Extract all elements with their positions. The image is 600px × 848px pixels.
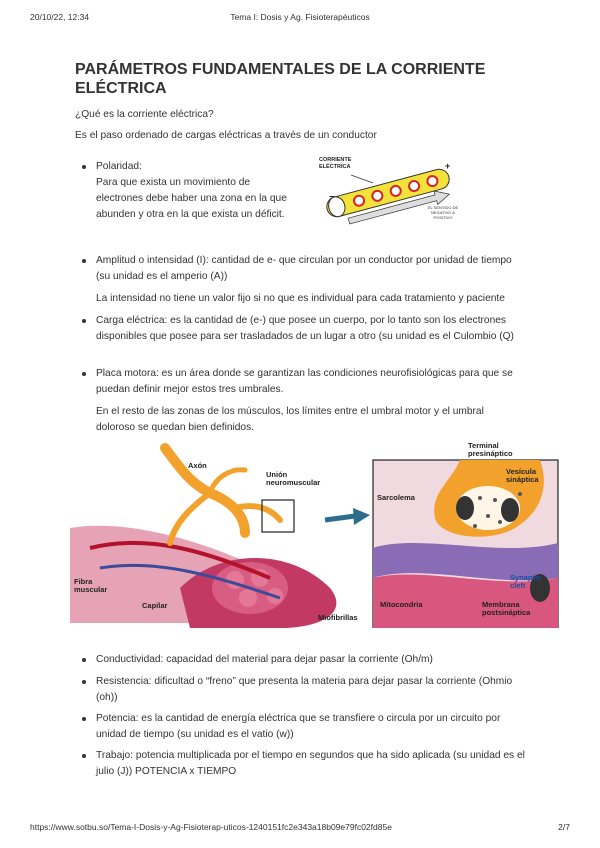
trabajo-text: Trabajo: potencia multiplicada por el tiempo en segundos que ha sido aplicada (su unidad es el julio (J)) POTENCIA x TIEMPO bbox=[96, 748, 526, 780]
page-title: PARÁMETROS FUNDAMENTALES DE LA CORRIENTE ELÉCTRICA bbox=[75, 61, 486, 97]
label-union-1: Unión bbox=[266, 470, 288, 479]
answer-text: Es el paso ordenado de cargas eléctricas a través de un conductor bbox=[75, 130, 377, 141]
label-mitocondria: Mitocondria bbox=[380, 600, 423, 609]
label-terminal-1: Terminal bbox=[468, 441, 499, 450]
zoom-arrow bbox=[325, 516, 355, 520]
synaptic-vesicle bbox=[478, 496, 482, 500]
synaptic-vesicle bbox=[498, 520, 502, 524]
label-membrana-1: Membrana bbox=[482, 600, 520, 609]
label-axon: Axón bbox=[188, 461, 207, 470]
print-datetime: 20/10/22, 12:34 bbox=[30, 12, 90, 22]
label-union-2: neuromuscular bbox=[266, 478, 321, 487]
potencia-text: Potencia: es la cantidad de energía eléctrica que se transfiere o circula por un circuito por unidad de tiempo (su unidad es el vatio (w)) bbox=[96, 711, 526, 743]
mitochondrion bbox=[456, 496, 474, 520]
conductividad-text: Conductividad: capacidad del material para dejar pasar la corriente (Oh/m) bbox=[96, 652, 526, 668]
myofibril bbox=[239, 589, 257, 607]
label-synaptic-2: cleft bbox=[510, 581, 526, 590]
axon-branch bbox=[210, 470, 245, 493]
mitochondrion bbox=[501, 498, 519, 522]
synaptic-vesicle bbox=[518, 492, 522, 496]
print-page-number: 2/7 bbox=[558, 822, 570, 832]
label-membrana-2: postsináptica bbox=[482, 608, 531, 617]
current-label-2: ELÉCTRICA bbox=[319, 164, 351, 170]
label-leader-line bbox=[351, 175, 373, 183]
label-vesicula-1: Vesícula bbox=[506, 467, 537, 476]
placa-text: Placa motora: es un área donde se garantizan las condiciones neurofisiológicas para que se puedan definir mejor estos tres umbrales. bbox=[96, 366, 526, 398]
label-synaptic-1: Synaptic bbox=[510, 573, 542, 582]
negative-sign: − bbox=[329, 192, 335, 203]
label-terminal-2: presináptico bbox=[468, 449, 513, 458]
positive-sign: + bbox=[445, 161, 451, 171]
carga-text: Carga eléctrica: es la cantidad de (e-) que posee un cuerpo, por lo tanto son los electrones disponibles que posee para ser trasladados de un lugar a otro (su unidad es el Culombio (Q) bbox=[96, 313, 526, 345]
placa-note: En el resto de las zonas de los músculos, los límites entre el umbral motor y el umbral doloroso se quedan bien definidos. bbox=[96, 406, 484, 433]
zoom-arrowhead bbox=[353, 508, 370, 525]
label-fibra-1: Fibra bbox=[74, 577, 93, 586]
print-page-title: Tema I: Dosis y Ag. Fisioterapéuticos bbox=[230, 12, 370, 22]
synaptic-vesicle bbox=[493, 498, 497, 502]
intensidad-note: La intensidad no tiene un valor fijo si no que es individual para cada tratamiento y paciente bbox=[96, 293, 505, 304]
label-capilar: Capilar bbox=[142, 601, 168, 610]
resistencia-text: Resistencia: dificultad o “freno” que presenta la materia para dejar pasar la corriente (Ohmio (oh)) bbox=[96, 674, 526, 706]
label-vesicula-2: sináptica bbox=[506, 475, 539, 484]
neuromuscular-junction-illustration bbox=[70, 438, 560, 628]
synaptic-vesicle bbox=[473, 524, 477, 528]
label-sarcolema: Sarcolema bbox=[377, 493, 415, 502]
direction-note: EL SENTIDO DE NEGATIVO A POSITIVO bbox=[427, 205, 459, 220]
axon-branch bbox=[170, 493, 210, 543]
label-fibra-2: muscular bbox=[74, 585, 108, 594]
amplitud-text: Amplitud o intensidad (I): cantidad de e- que circulan por un conductor por unidad de tiempo (su unidad es el amperio (A)) bbox=[96, 253, 516, 285]
polaridad-label: Polaridad: bbox=[96, 159, 296, 175]
question-text: ¿Qué es la corriente eléctrica? bbox=[75, 109, 214, 120]
current-illustration bbox=[313, 153, 468, 228]
label-miofibrillas: Miofibrillas bbox=[318, 613, 358, 622]
synaptic-vesicle bbox=[486, 514, 490, 518]
print-url: https://www.sotbu.so/Tema-I-Dosis-y-Ag-Fisioterap-uticos-1240151fc2e343a18b09e79fc02fd85e bbox=[30, 822, 392, 832]
current-label-1: CORRIENTE bbox=[319, 157, 352, 163]
polaridad-text: Para que exista un movimiento de electrones debe haber una zona en la que abunden y otra en la que exista un déficit. bbox=[96, 177, 287, 220]
